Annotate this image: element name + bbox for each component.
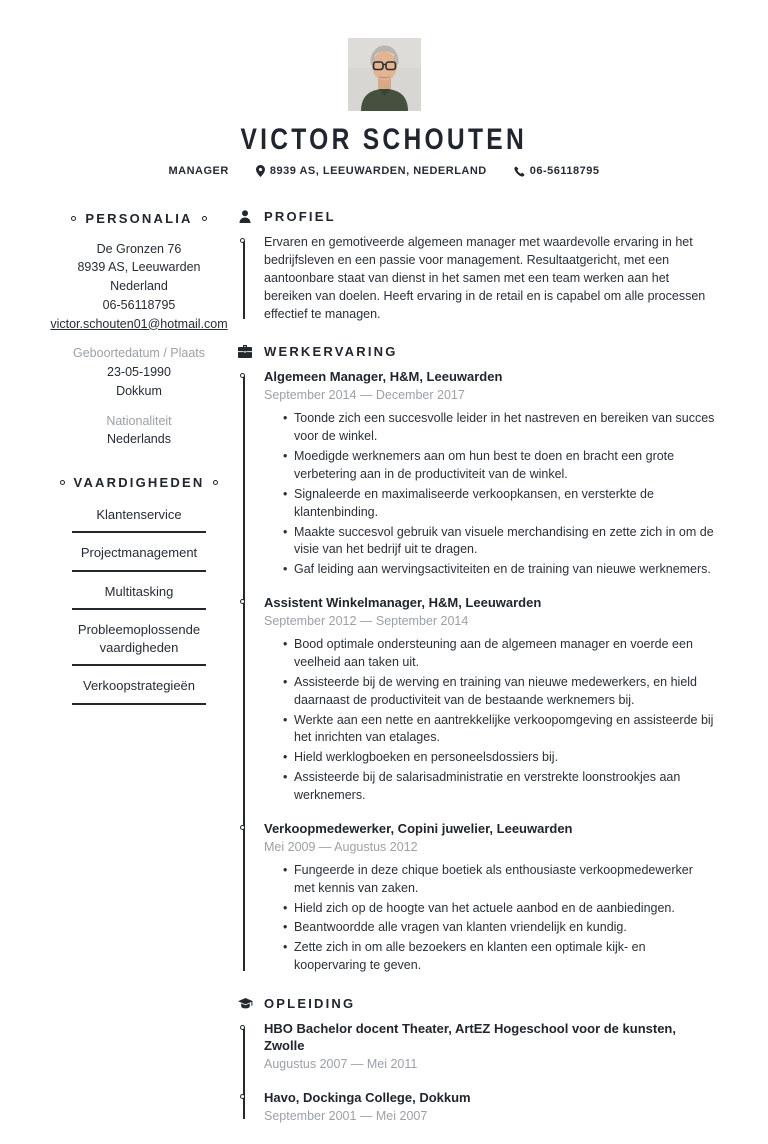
person-icon xyxy=(238,210,252,224)
skill-item xyxy=(72,542,206,572)
location-pin-icon xyxy=(256,165,265,177)
skill-label: Probleemoplossende vaardigheden xyxy=(77,622,201,655)
sidebar-phone: 06-56118795 xyxy=(102,297,176,312)
job-bullet: • Assisteerde bij de werving en training van nieuwe medewerkers, en hield daarnaast de productiviteit van de bestaande werknemers bij. xyxy=(283,674,716,710)
birth-label: Geboortedatum / Plaats xyxy=(72,346,206,361)
page-title: VICTOR SCHOUTEN xyxy=(240,123,528,156)
job-bullet: • Bood optimale ondersteuning aan de algemeen manager en voerde een veelheid aan taken uit. xyxy=(283,636,716,672)
education-period: Augustus 2007 — Mei 2011 xyxy=(264,1056,418,1071)
job-bullet: • Moedigde werknemers aan om hun best te doen en bracht een grote verbetering aan in de productiviteit van de winkel. xyxy=(283,448,716,484)
job-title: Algemeen Manager, H&M, Leeuwarden xyxy=(264,369,503,385)
skill-item xyxy=(72,504,206,534)
job-entry xyxy=(264,369,716,579)
opleiding-title: OPLEIDING xyxy=(264,996,356,1012)
address-line-2: 8939 AS, Leeuwarden xyxy=(77,260,201,275)
phone-icon xyxy=(514,166,525,177)
job-bullet: • Maakte succesvol gebruik van visuele merchandising en zette zich in om de visie van het bedrijf uit te dragen. xyxy=(283,524,716,560)
job-period: Mei 2009 — Augustus 2012 xyxy=(264,839,418,854)
job-bullet: • Fungeerde in deze chique boetiek als enthousiaste verkoopmedewerker met kennis van zaken. xyxy=(283,862,716,898)
skill-label: Projectmanagement xyxy=(80,545,198,561)
profile-photo-illustration xyxy=(348,38,421,111)
job-bullet: • Hield zich op de hoogte van het actuele aanbod en de aanbiedingen. xyxy=(283,900,716,918)
personalia-header xyxy=(40,209,238,229)
job-bullet: • Gaf leiding aan wervingsactiviteiten en de training van nieuwe werknemers. xyxy=(283,561,716,579)
job-bullet: • Toonde zich een succesvolle leider in het nastreven en bereiken van succes voor de winkel. xyxy=(283,410,716,446)
resume-page xyxy=(0,38,768,1123)
graduation-cap-icon xyxy=(238,997,252,1011)
profile-photo xyxy=(348,38,421,111)
role-label: MANAGER xyxy=(168,165,229,177)
section-opleiding xyxy=(238,996,716,1123)
job-bullet: • Hield werklogboeken en personeelsdossiers bij. xyxy=(283,749,716,767)
job-bullet: • Assisteerde bij de salarisadministratie en verstrekte loonstrookjes aan werknemers. xyxy=(283,769,716,805)
phone-item xyxy=(514,165,600,177)
timeline-dot xyxy=(240,1094,245,1099)
job-title: Verkoopmedewerker, Copini juwelier, Leeuwarden xyxy=(264,820,573,836)
education-entry xyxy=(264,1021,716,1071)
birth-place: Dokkum xyxy=(116,383,162,398)
education-title: Havo, Dockinga College, Dokkum xyxy=(264,1089,471,1105)
job-bullet: • Beantwoordde alle vragen van klanten vriendelijk en kundig. xyxy=(283,919,716,937)
timeline-dot xyxy=(240,825,245,830)
section-profiel xyxy=(238,209,716,323)
timeline-line xyxy=(243,376,245,971)
job-bullet: • Zette zich in om alle bezoekers en klanten een optimale kijk- en koopervaring te geven. xyxy=(283,939,716,975)
education-period: September 2001 — Mei 2007 xyxy=(264,1108,428,1123)
email-link[interactable]: victor.schouten01@hotmail.com xyxy=(50,316,228,331)
timeline-line xyxy=(243,241,245,319)
birth-date: 23-05-1990 xyxy=(107,365,171,379)
briefcase-icon xyxy=(238,345,252,359)
job-entry xyxy=(264,821,716,975)
phone-text: 06-56118795 xyxy=(529,165,600,177)
address-line-3: Nederland xyxy=(110,279,168,293)
skill-label: Klantenservice xyxy=(96,506,182,522)
personalia-title: PERSONALIA xyxy=(85,211,193,226)
ring-ornament-icon xyxy=(202,216,207,221)
job-period: September 2012 — September 2014 xyxy=(264,614,469,629)
profiel-text: Ervaren en gemotiveerde algemeen manager met waardevolle ervaring in het bedrijfsleven en een passie voor management. Resultaatgericht, met een aantoonbare staat van dienst in het samen met een team werken aan het bereiken van doelen. Heeft ervaring in de retail en is capabel om alle processen effectief te managen. xyxy=(264,235,706,321)
skill-label: Verkoopstrategieën xyxy=(82,678,196,694)
skill-label: Multitasking xyxy=(104,583,174,599)
werkervaring-title: WERKERVARING xyxy=(264,344,398,360)
contact-row xyxy=(0,165,768,177)
address-item xyxy=(256,165,487,177)
sidebar xyxy=(40,209,238,714)
vaardigheden-header xyxy=(40,473,238,493)
address-line-1: De Gronzen 76 xyxy=(96,241,182,256)
job-title: Assistent Winkelmanager, H&M, Leeuwarden xyxy=(264,595,542,611)
education-title: HBO Bachelor docent Theater, ArtEZ Hogeschool voor de kunsten, Zwolle xyxy=(264,1021,676,1053)
section-werkervaring xyxy=(238,344,716,975)
ring-ornament-icon xyxy=(213,480,218,485)
timeline-dot xyxy=(240,238,245,243)
main-column xyxy=(238,209,716,1144)
nationality-value: Nederlands xyxy=(107,432,171,447)
address-text: 8939 AS, LEEUWARDEN, NEDERLAND xyxy=(269,165,487,177)
job-bullet: • Signaleerde en maximaliseerde verkoopkansen, en versterkte de klantenbinding. xyxy=(283,486,716,522)
skill-item xyxy=(72,581,206,611)
nationality-label: Nationaliteit xyxy=(106,413,172,428)
job-entry xyxy=(264,595,716,805)
skill-item xyxy=(72,619,206,666)
timeline-line xyxy=(243,1028,245,1119)
ring-ornament-icon xyxy=(60,480,65,485)
ring-ornament-icon xyxy=(71,216,76,221)
job-bullet: • Werkte aan een nette en aantrekkelijke verkoopomgeving en assisteerde bij het inrichten van etalages. xyxy=(283,712,716,748)
profiel-title: PROFIEL xyxy=(264,209,336,224)
vaardigheden-title: VAARDIGHEDEN xyxy=(73,475,205,490)
education-entry xyxy=(264,1090,716,1123)
job-period: September 2014 — December 2017 xyxy=(264,388,465,403)
skill-item xyxy=(72,675,206,705)
